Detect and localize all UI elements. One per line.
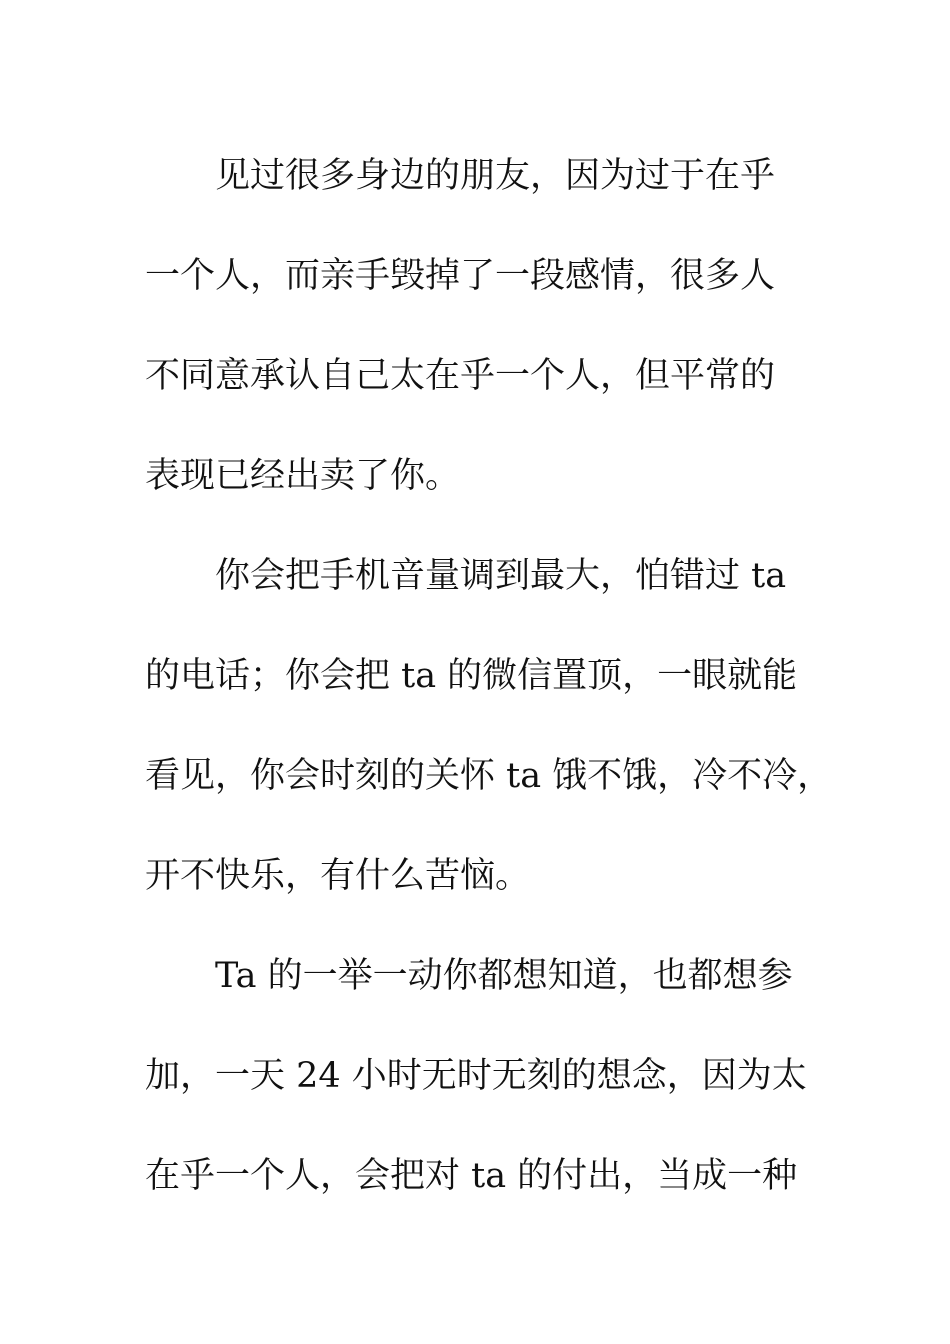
text-line: Ta 的一举一动你都想知道，也都想参 (215, 956, 793, 996)
paragraph-1 (145, 126, 815, 526)
text-line: 你会把手机音量调到最大，怕错过 ta (215, 556, 787, 596)
text-line: 一个人，而亲手毁掉了一段感情，很多人 (145, 256, 776, 296)
text-line: 在乎一个人，会把对 ta 的付出，当成一种 (145, 1156, 798, 1196)
text-line: 的电话；你会把 ta 的微信置顶，一眼就能 (145, 656, 798, 696)
text-line: 加，一天 24 小时无时无刻的想念，因为太 (145, 1056, 807, 1096)
text-line: 见过很多身边的朋友，因为过于在乎 (215, 156, 776, 196)
paragraph-3 (145, 926, 815, 1226)
text-line: 不同意承认自己太在乎一个人，但平常的 (145, 356, 776, 396)
text-line: 看见，你会时刻的关怀 ta 饿不饿，冷不冷， (145, 756, 833, 796)
paragraph-2 (145, 526, 833, 926)
text-line: 开不快乐，有什么苦恼。 (145, 856, 531, 896)
document-body (145, 126, 833, 1226)
text-line: 表现已经出卖了你。 (145, 456, 461, 496)
